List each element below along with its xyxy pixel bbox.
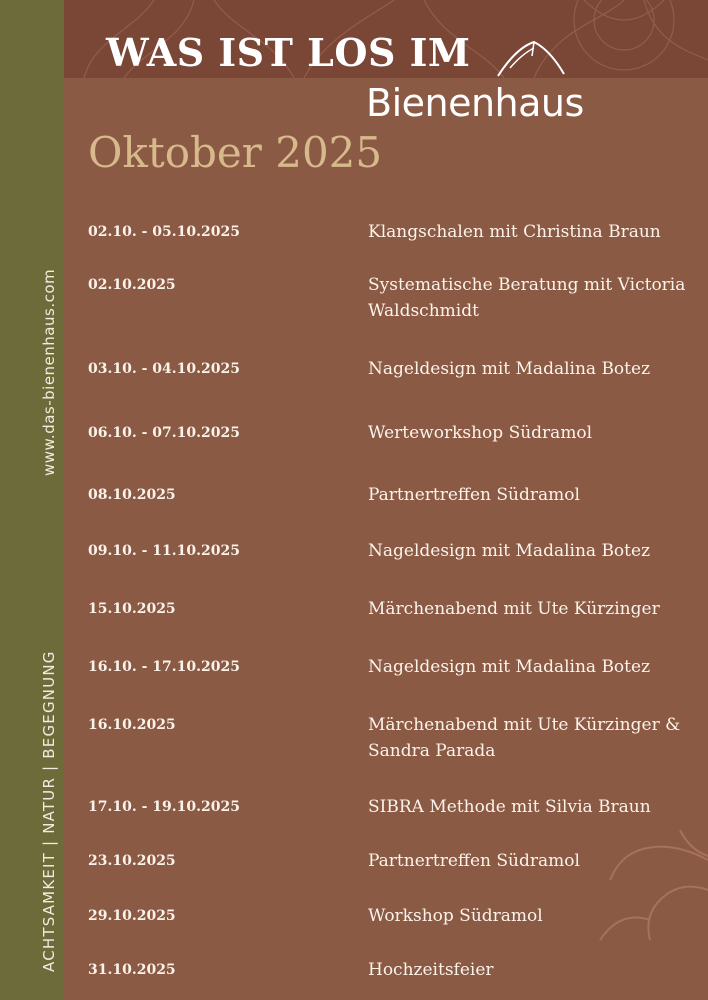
header-subtitle: Bienenhaus xyxy=(366,81,584,125)
decorative-lines-icon xyxy=(560,820,708,960)
event-date: 09.10. - 11.10.2025 xyxy=(88,543,240,559)
event-title: Partnertreffen Südramol xyxy=(368,851,580,871)
event-date: 16.10. - 17.10.2025 xyxy=(88,659,240,675)
event-date: 02.10.2025 xyxy=(88,277,176,293)
website-text: www.das-bienenhaus.com xyxy=(40,268,58,476)
event-date: 06.10. - 07.10.2025 xyxy=(88,425,240,441)
event-date: 02.10. - 05.10.2025 xyxy=(88,224,240,240)
event-date: 29.10.2025 xyxy=(88,908,176,924)
event-title: Märchenabend mit Ute Kürzinger & Sandra Parada xyxy=(368,715,681,761)
event-title: SIBRA Methode mit Silvia Braun xyxy=(368,797,651,817)
event-date: 31.10.2025 xyxy=(88,962,176,978)
event-date: 08.10.2025 xyxy=(88,487,176,503)
event-title: Hochzeitsfeier xyxy=(368,960,494,980)
left-sidebar xyxy=(0,0,64,1000)
event-title: Klangschalen mit Christina Braun xyxy=(368,222,661,242)
event-title: Workshop Südramol xyxy=(368,906,543,926)
event-date: 03.10. - 04.10.2025 xyxy=(88,361,240,377)
tagline-text: ACHTSAMKEIT | NATUR | BEGEGNUNG xyxy=(40,650,58,972)
event-title: Partnertreffen Südramol xyxy=(368,485,580,505)
event-title: Märchenabend mit Ute Kürzinger xyxy=(368,599,660,619)
header-title: WAS IST LOS IM xyxy=(106,30,471,75)
event-title: Systematische Beratung mit Victoria Waldschmidt xyxy=(368,275,686,321)
event-date: 23.10.2025 xyxy=(88,853,176,869)
roof-logo-icon xyxy=(496,38,566,78)
event-date: 15.10.2025 xyxy=(88,601,176,617)
event-date: 17.10. - 19.10.2025 xyxy=(88,799,240,815)
event-title: Werteworkshop Südramol xyxy=(368,423,593,443)
event-title: Nageldesign mit Madalina Botez xyxy=(368,541,651,561)
event-date: 16.10.2025 xyxy=(88,717,176,733)
event-title: Nageldesign mit Madalina Botez xyxy=(368,657,651,677)
event-title: Nageldesign mit Madalina Botez xyxy=(368,359,651,379)
month-title: Oktober 2025 xyxy=(88,128,383,177)
